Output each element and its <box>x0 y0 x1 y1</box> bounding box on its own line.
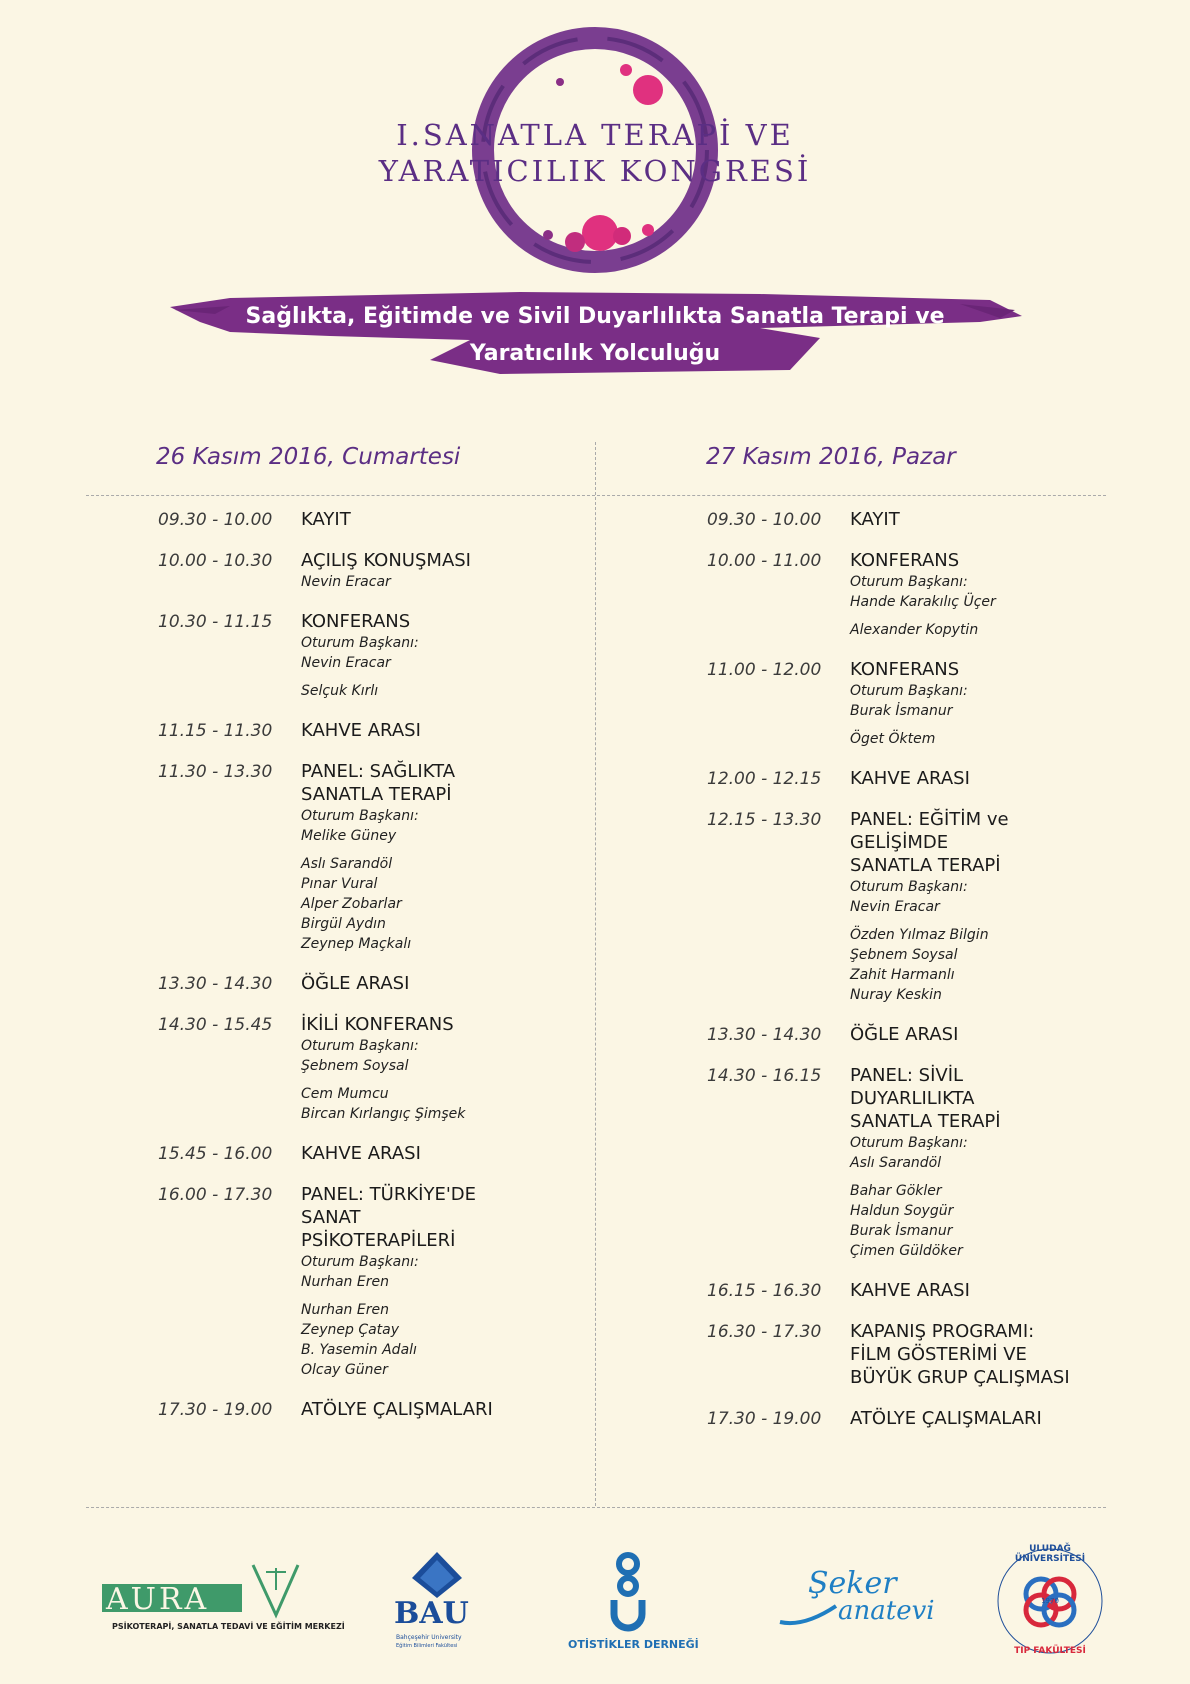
speaker-name: Zeynep Çatay <box>301 1322 400 1338</box>
speaker-name: Selçuk Kırlı <box>301 683 379 699</box>
seker-name: Şeker <box>808 1566 897 1601</box>
speaker-name: Burak İsmanur <box>850 1223 953 1239</box>
speaker-name: Bircan Kırlangıç Şimşek <box>301 1106 466 1122</box>
day-heading-sunday: 27 Kasım 2016, Pazar <box>706 444 956 470</box>
chair-label: Oturum Başkanı: <box>301 808 419 824</box>
slot-time: 10.00 - 10.30 <box>158 551 273 571</box>
chair-name: Nevin Eracar <box>850 899 940 915</box>
slot-title: SANATLA TERAPİ <box>850 1111 1001 1132</box>
aura-figure-icon <box>248 1560 308 1620</box>
slot-title: DUYARLILIKTA <box>850 1088 975 1109</box>
speaker-name: Olcay Güner <box>301 1362 388 1378</box>
slot-title: SANATLA TERAPİ <box>301 784 452 805</box>
bau-subtitle: Bahçeşehir University <box>396 1634 462 1641</box>
slot-body <box>850 1407 1147 1430</box>
speaker-list <box>301 681 588 701</box>
chair-name: Melike Güney <box>301 828 397 844</box>
chair-name: Nurhan Eren <box>301 1274 389 1290</box>
speaker-name: Nurhan Eren <box>301 1302 389 1318</box>
slot-time: 14.30 - 16.15 <box>707 1066 822 1086</box>
day-heading-saturday: 26 Kasım 2016, Cumartesi <box>156 444 461 470</box>
slot-body <box>850 1023 1147 1046</box>
slot-body <box>301 1013 588 1124</box>
slot-title: AÇILIŞ KONUŞMASI <box>301 550 471 571</box>
schedule-slot <box>158 1142 588 1165</box>
slot-title: KAHVE ARASI <box>301 1143 421 1164</box>
slot-time: 17.30 - 19.00 <box>707 1409 822 1429</box>
schedule-slot <box>707 658 1147 749</box>
speaker-name: Zahit Harmanlı <box>850 967 955 983</box>
slot-title: GELİŞİMDE <box>850 832 949 853</box>
subtitle-line-1: Sağlıkta, Eğitimde ve Sivil Duyarlılıkta Sanatla Terapi ve <box>245 304 945 329</box>
slot-title: KAHVE ARASI <box>850 768 970 789</box>
slot-title: KONFERANS <box>301 611 411 632</box>
slot-time: 15.45 - 16.00 <box>158 1144 273 1164</box>
header <box>0 0 1190 390</box>
slot-title: PSİKOTERAPİLERİ <box>301 1230 456 1251</box>
slot-title: KAHVE ARASI <box>301 720 421 741</box>
uludag-logo <box>995 1546 1105 1656</box>
aura-logo <box>100 1560 345 1650</box>
slot-body <box>301 972 588 995</box>
speaker-name: Öget Öktem <box>850 731 936 747</box>
chair-name: Burak İsmanur <box>850 703 953 719</box>
chair-label: Oturum Başkanı: <box>850 683 968 699</box>
chair-name: Nevin Eracar <box>301 655 391 671</box>
slot-time: 16.00 - 17.30 <box>158 1185 273 1205</box>
schedule-slot <box>158 610 588 701</box>
speaker-name: Bahar Gökler <box>850 1183 942 1199</box>
bau-logo <box>392 1550 482 1655</box>
slot-title: KONFERANS <box>850 550 960 571</box>
aura-name: AURA <box>106 1582 210 1617</box>
chair-label: Oturum Başkanı: <box>850 1135 968 1151</box>
speaker-name: Alexander Kopytin <box>850 622 979 638</box>
schedule-slot <box>707 767 1147 790</box>
slot-title: ATÖLYE ÇALIŞMALARI <box>301 1399 493 1420</box>
schedule-slot <box>158 1183 588 1380</box>
slot-title: SANATLA TERAPİ <box>850 855 1001 876</box>
slot-time: 11.00 - 12.00 <box>707 660 822 680</box>
schedule-slot <box>158 549 588 592</box>
uludag-top-text: ULUDAĞ ÜNİVERSİTESİ <box>1014 1544 1086 1564</box>
schedule-slot <box>158 760 588 954</box>
sponsor-logos <box>0 1540 1190 1670</box>
schedule-slot <box>158 719 588 742</box>
divider-bottom <box>86 1507 1106 1508</box>
schedule-slot <box>707 549 1147 640</box>
schedule-slot <box>707 508 1147 531</box>
slot-title: İKİLİ KONFERANS <box>301 1014 454 1035</box>
speaker-name: Nuray Keskin <box>850 987 942 1003</box>
subtitle-line-2: Yaratıcılık Yolculuğu <box>469 341 721 366</box>
speaker-list <box>850 620 1147 640</box>
schedule-slot <box>707 1023 1147 1046</box>
speaker-list <box>850 1181 1147 1261</box>
slot-time: 14.30 - 15.45 <box>158 1015 273 1035</box>
divider-vertical <box>595 442 596 1506</box>
speaker-name: Şebnem Soysal <box>850 947 958 963</box>
chair-label: Oturum Başkanı: <box>301 1038 419 1054</box>
slot-title: KAYIT <box>850 509 900 530</box>
title-line-2: YARATICILIK KONGRESİ <box>378 154 812 188</box>
slot-title: SANAT <box>301 1207 361 1228</box>
speaker-name: Pınar Vural <box>301 876 378 892</box>
slot-body <box>850 549 1147 640</box>
uludag-bottom-text: TIP FAKÜLTESİ <box>1014 1646 1086 1656</box>
slot-time: 11.30 - 13.30 <box>158 762 273 782</box>
slot-time: 10.00 - 11.00 <box>707 551 822 571</box>
slot-body <box>850 658 1147 749</box>
speaker-name: Çimen Güldöker <box>850 1243 963 1259</box>
schedule-slot <box>707 1320 1147 1389</box>
slot-title: FİLM GÖSTERİMİ VE <box>850 1344 1027 1365</box>
brush-banner-icon <box>0 0 1190 390</box>
speaker-name: Cem Mumcu <box>301 1086 389 1102</box>
speaker-list <box>301 1300 588 1380</box>
speaker-list <box>301 854 588 954</box>
speaker-name: Aslı Sarandöl <box>301 856 393 872</box>
schedule-slot <box>158 508 588 531</box>
slot-title: BÜYÜK GRUP ÇALIŞMASI <box>850 1367 1070 1388</box>
slot-time: 12.15 - 13.30 <box>707 810 822 830</box>
uludag-year: 1970 <box>1041 1597 1059 1605</box>
anatevi-name: anatevi <box>838 1596 935 1626</box>
slot-title: KAPANIŞ PROGRAMI: <box>850 1321 1035 1342</box>
otistikler-logo <box>568 1552 699 1657</box>
chair-name: Şebnem Soysal <box>301 1058 409 1074</box>
slot-time: 09.30 - 10.00 <box>158 510 273 530</box>
chair-name: Aslı Sarandöl <box>850 1155 942 1171</box>
aura-subtitle: PSİKOTERAPİ, SANATLA TEDAVİ VE EĞİTİM MERKEZİ <box>112 1622 345 1631</box>
slot-body <box>850 808 1147 1005</box>
speaker-name: Özden Yılmaz Bilgin <box>850 927 989 943</box>
slot-title: ÖĞLE ARASI <box>301 973 410 994</box>
title-line-1: I.SANATLA TERAPİ VE <box>396 118 794 152</box>
slot-title: ÖĞLE ARASI <box>850 1024 959 1045</box>
speaker-list <box>850 729 1147 749</box>
speaker-name: B. Yasemin Adalı <box>301 1342 417 1358</box>
slot-body <box>301 719 588 742</box>
slot-time: 13.30 - 14.30 <box>707 1025 822 1045</box>
seker-anatevi-logo <box>778 1566 938 1646</box>
slot-title: PANEL: SİVİL <box>850 1065 964 1086</box>
slot-body <box>301 760 588 954</box>
chair-name: Nevin Eracar <box>301 574 391 590</box>
slot-time: 09.30 - 10.00 <box>707 510 822 530</box>
speaker-name: Birgül Aydın <box>301 916 386 932</box>
slot-title: KAYIT <box>301 509 351 530</box>
slot-body <box>301 610 588 701</box>
schedule-slot <box>158 1013 588 1124</box>
schedule-slot <box>158 972 588 995</box>
slot-body <box>850 1320 1147 1389</box>
slot-body <box>850 767 1147 790</box>
slot-body <box>301 1142 588 1165</box>
chair-name: Hande Karakılıç Üçer <box>850 594 996 610</box>
slot-body <box>301 1183 588 1380</box>
schedule-slot <box>158 1398 588 1421</box>
bau-crest-icon <box>392 1550 482 1600</box>
speaker-name: Haldun Soygür <box>850 1203 954 1219</box>
schedule-slot <box>707 808 1147 1005</box>
schedule-saturday <box>158 508 588 1439</box>
bau-subtitle-2: Eğitim Bilimleri Fakültesi <box>396 1643 458 1649</box>
slot-time: 12.00 - 12.15 <box>707 769 822 789</box>
slot-time: 13.30 - 14.30 <box>158 974 273 994</box>
otistikler-figure-icon <box>606 1552 650 1634</box>
slot-body <box>301 549 588 592</box>
seker-swirl-icon <box>778 1600 838 1630</box>
speaker-list <box>850 925 1147 1005</box>
slot-title: ATÖLYE ÇALIŞMALARI <box>850 1408 1042 1429</box>
speaker-list <box>301 1084 588 1124</box>
slot-time: 16.30 - 17.30 <box>707 1322 822 1342</box>
slot-body <box>850 1279 1147 1302</box>
schedule-slot <box>707 1407 1147 1430</box>
slot-time: 17.30 - 19.00 <box>158 1400 273 1420</box>
schedule-slot <box>707 1064 1147 1261</box>
schedule-sunday <box>707 508 1147 1448</box>
divider-top <box>86 495 1106 496</box>
chair-label: Oturum Başkanı: <box>301 635 419 651</box>
slot-title: KAHVE ARASI <box>850 1280 970 1301</box>
slot-body <box>850 508 1147 531</box>
chair-label: Oturum Başkanı: <box>301 1254 419 1270</box>
slot-body <box>301 1398 588 1421</box>
speaker-name: Zeynep Maçkalı <box>301 936 412 952</box>
slot-title: PANEL: SAĞLIKTA <box>301 761 456 782</box>
slot-title: PANEL: EĞİTİM ve <box>850 809 1009 830</box>
bau-name: BAU <box>394 1596 469 1631</box>
slot-title: KONFERANS <box>850 659 960 680</box>
slot-time: 10.30 - 11.15 <box>158 612 273 632</box>
slot-body <box>850 1064 1147 1261</box>
chair-label: Oturum Başkanı: <box>850 574 968 590</box>
chair-label: Oturum Başkanı: <box>850 879 968 895</box>
slot-body <box>301 508 588 531</box>
slot-time: 16.15 - 16.30 <box>707 1281 822 1301</box>
slot-title: PANEL: TÜRKİYE'DE <box>301 1184 477 1205</box>
otistikler-name: OTİSTİKLER DERNEĞİ <box>568 1638 699 1651</box>
schedule-slot <box>707 1279 1147 1302</box>
slot-time: 11.15 - 11.30 <box>158 721 273 741</box>
speaker-name: Alper Zobarlar <box>301 896 402 912</box>
